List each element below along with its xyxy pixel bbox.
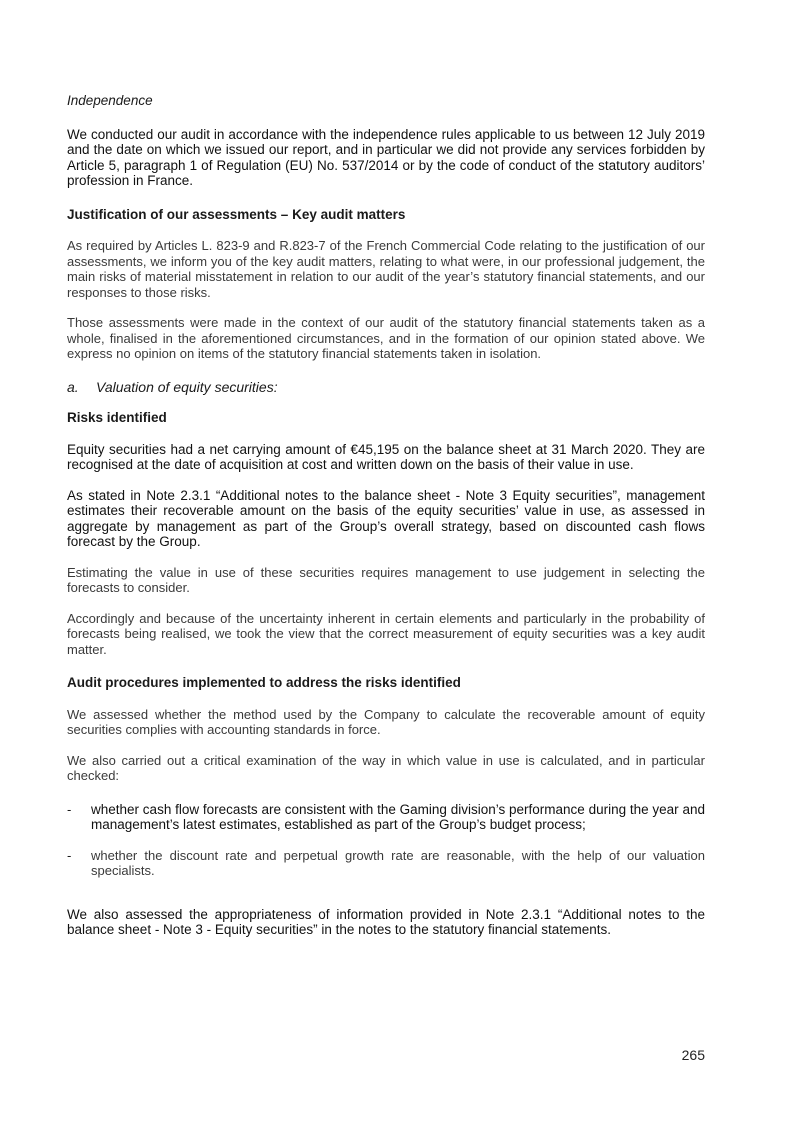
section-title: Valuation of equity securities: <box>96 378 278 395</box>
report-page <box>67 93 705 938</box>
section-a-heading <box>67 380 705 396</box>
procedures-bullet-list <box>67 802 705 879</box>
justification-paragraph-1: As required by Articles L. 823-9 and R.823-7 of the French Commercial Code relating to the justification of our assessments, we inform you of the key audit matters, relating to what were, in our professional judgement, the main risks of material misstatement in relation to our audit of the year’s statutory financial statements, and our responses to those risks. <box>67 238 705 300</box>
page-number: 265 <box>681 1047 705 1063</box>
independence-heading: Independence <box>67 93 153 108</box>
risks-paragraph-4: Accordingly and because of the uncertainty inherent in certain elements and particularly in the probability of forecasts being realised, we took the view that the correct measurement of equity securities was a key audit matter. <box>67 610 705 657</box>
procedures-paragraph-2: We also carried out a critical examination of the way in which value in use is calculated, and in particular checked: <box>67 752 705 783</box>
justification-paragraph-2: Those assessments were made in the context of our audit of the statutory financial statements taken as a whole, finalised in the aforementioned circumstances, and in the formation of our opinion stated above. We express no opinion on items of the statutory financial statements taken in isolation. <box>67 315 705 361</box>
procedures-paragraph-3: We also assessed the appropriateness of information provided in Note 2.3.1 “Additional notes to the balance sheet - Note 3 - Equity securities” in the notes to the statutory financial statements. <box>67 906 705 937</box>
bullet-text: whether the discount rate and perpetual growth rate are reasonable, with the help of our valuation specialists. <box>91 847 705 878</box>
bullet-text: whether cash flow forecasts are consistent with the Gaming division’s performance during the year and management’s latest estimates, established as part of the Group’s budget process; <box>91 801 705 832</box>
risks-paragraph-1: Equity securities had a net carrying amount of €45,195 on the balance sheet at 31 March 2020. They are recognised at the date of acquisition at cost and written down on the basis of their value in use. <box>67 441 705 472</box>
procedures-paragraph-1: We assessed whether the method used by the Company to calculate the recoverable amount of equity securities complies with accounting standards in force. <box>67 706 705 737</box>
list-item <box>67 802 705 833</box>
risks-heading: Risks identified <box>67 410 167 425</box>
list-item <box>67 848 705 879</box>
justification-heading: Justification of our assessments – Key audit matters <box>67 206 406 222</box>
risks-paragraph-2: As stated in Note 2.3.1 “Additional notes to the balance sheet - Note 3 Equity securities”, management estimates their recoverable amount on the basis of the equity securities’ value in use, as assessed in aggregate by management as part of the Group’s overall strategy, based on discounted cash flows forecast by the Group. <box>67 487 705 549</box>
risks-paragraph-3: Estimating the value in use of these securities requires management to use judgement in selecting the forecasts to consider. <box>67 564 705 595</box>
bullet-marker: - <box>67 801 72 817</box>
independence-paragraph: We conducted our audit in accordance with the independence rules applicable to us between 12 July 2019 and the date on which we issued our report, and in particular we did not provide any services forbidden by Article 5, paragraph 1 of Regulation (EU) No. 537/2014 or by the code of conduct of the statutory auditors’ profession in France. <box>67 126 705 188</box>
procedures-heading: Audit procedures implemented to address the risks identified <box>67 675 461 690</box>
bullet-marker: - <box>67 847 72 863</box>
section-letter: a. <box>67 378 79 395</box>
